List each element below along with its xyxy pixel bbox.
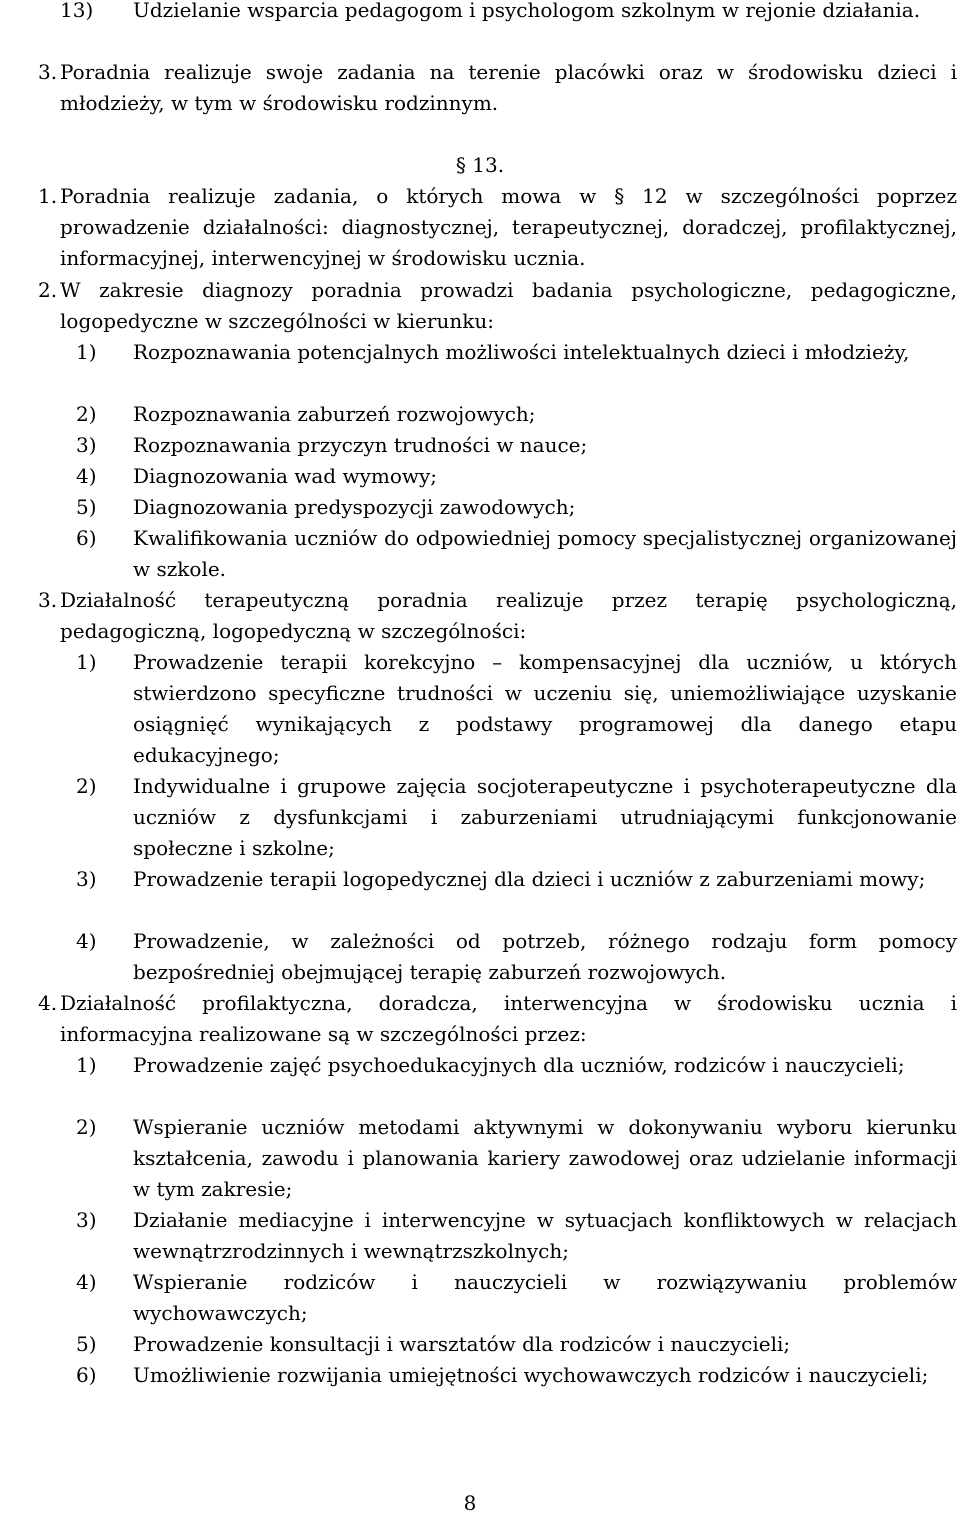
list-item [133, 523, 957, 585]
list-item [133, 926, 957, 988]
item-number: 5) [76, 1332, 97, 1356]
list-item [133, 864, 957, 895]
item-text: Prowadzenie konsultacji i warsztatów dla rodziców i nauczycieli; [133, 1332, 791, 1356]
item-number: 1) [76, 1053, 97, 1077]
item-number: 4. [38, 991, 58, 1015]
list-item [133, 1329, 957, 1360]
item-text: Kwalifikowania uczniów do odpowiedniej pomocy specjalistycznej organizowanej w szkole. [133, 526, 957, 581]
item-number: 3) [76, 433, 97, 457]
item-text: Poradnia realizuje zadania, o których mowa w § 12 w szczególności poprzez prowadzenie działalności: diagnostycznej, terapeutycznej, doradczej, profilaktycznej, informacyjnej, interwencyjnej w środowisku ucznia. [60, 184, 957, 270]
list-item [133, 0, 957, 26]
item-number: 4) [76, 929, 97, 953]
item-number: 6) [76, 1363, 97, 1387]
page-number: 8 [463, 1491, 477, 1515]
item-text: Wspieranie rodziców i nauczycieli w rozwiązywaniu problemów wychowawczych; [133, 1270, 957, 1325]
list-item [133, 771, 957, 864]
list-item [133, 1205, 957, 1267]
item-number: 5) [76, 495, 97, 519]
item-number: 1) [76, 340, 97, 364]
item-number: 2) [76, 774, 97, 798]
list-item [60, 585, 957, 647]
item-text: Rozpoznawania przyczyn trudności w nauce; [133, 433, 588, 457]
item-text: Działalność terapeutyczną poradnia realizuje przez terapię psychologiczną, pedagogiczną, logopedyczną w szczególności: [60, 588, 957, 643]
item-number: 2. [38, 278, 58, 302]
item-number: 1) [76, 650, 97, 674]
item-text: W zakresie diagnozy poradnia prowadzi badania psychologiczne, pedagogiczne, logopedyczne w szczególności w kierunku: [60, 278, 957, 333]
item-text: Poradnia realizuje swoje zadania na terenie placówki oraz w środowisku dzieci i młodzieży, w tym w środowisku rodzinnym. [60, 60, 957, 115]
item-text: Rozpoznawania potencjalnych możliwości intelektualnych dzieci i młodzieży, [133, 340, 910, 364]
item-number: 4) [76, 1270, 97, 1294]
item-text: Prowadzenie, w zależności od potrzeb, różnego rodzaju form pomocy bezpośredniej obejmującej terapię zaburzeń rozwojowych. [133, 929, 957, 984]
list-item [133, 1112, 957, 1205]
list-item [133, 1360, 957, 1391]
item-number: 1. [38, 184, 58, 208]
item-number: 13) [60, 0, 94, 22]
item-text: Działanie mediacyjne i interwencyjne w sytuacjach konfliktowych w relacjach wewnątrzrodzinnych i wewnątrzszkolnych; [133, 1208, 957, 1263]
list-item [60, 57, 957, 119]
item-number: 3) [76, 867, 97, 891]
item-text: Udzielanie wsparcia pedagogom i psychologom szkolnym w rejonie działania. [133, 0, 921, 22]
list-item [133, 492, 957, 523]
list-item [60, 181, 957, 274]
list-item [60, 275, 957, 337]
item-number: 3. [38, 60, 58, 84]
item-text: Umożliwienie rozwijania umiejętności wychowawczych rodziców i nauczycieli; [133, 1363, 929, 1387]
item-text: Diagnozowania predyspozycji zawodowych; [133, 495, 576, 519]
item-number: 6) [76, 526, 97, 550]
item-text: Działalność profilaktyczna, doradcza, interwencyjna w środowisku ucznia i informacyjna realizowane są w szczególności przez: [60, 991, 957, 1046]
list-item [133, 647, 957, 771]
item-text: Prowadzenie terapii korekcyjno – kompensacyjnej dla uczniów, u których stwierdzono specyficzne trudności w uczeniu się, uniemożliwiające uzyskanie osiągnięć wynikających z podstawy programowej dla danego etapu edukacyjnego; [133, 650, 957, 767]
list-item [60, 988, 957, 1050]
item-text: Diagnozowania wad wymowy; [133, 464, 438, 488]
list-item [133, 399, 957, 430]
list-item [133, 337, 957, 368]
list-item [133, 430, 957, 461]
item-text: Prowadzenie zajęć psychoedukacyjnych dla uczniów, rodziców i nauczycieli; [133, 1053, 905, 1077]
list-item [133, 1050, 957, 1081]
item-text: Wspieranie uczniów metodami aktywnymi w dokonywaniu wyboru kierunku kształcenia, zawodu i planowania kariery zawodowej oraz udzielanie informacji w tym zakresie; [133, 1115, 957, 1201]
item-text: Indywidualne i grupowe zajęcia socjoterapeutyczne i psychoterapeutyczne dla uczniów z dysfunkcjami i zaburzeniami utrudniającymi funkcjonowanie społeczne i szkolne; [133, 774, 957, 860]
item-number: 3) [76, 1208, 97, 1232]
list-item [133, 461, 957, 492]
section-heading: § 13. [455, 153, 505, 177]
list-item [133, 1267, 957, 1329]
item-number: 2) [76, 1115, 97, 1139]
item-text: Prowadzenie terapii logopedycznej dla dzieci i uczniów z zaburzeniami mowy; [133, 867, 926, 891]
item-text: Rozpoznawania zaburzeń rozwojowych; [133, 402, 536, 426]
item-number: 3. [38, 588, 58, 612]
item-number: 2) [76, 402, 97, 426]
item-number: 4) [76, 464, 97, 488]
